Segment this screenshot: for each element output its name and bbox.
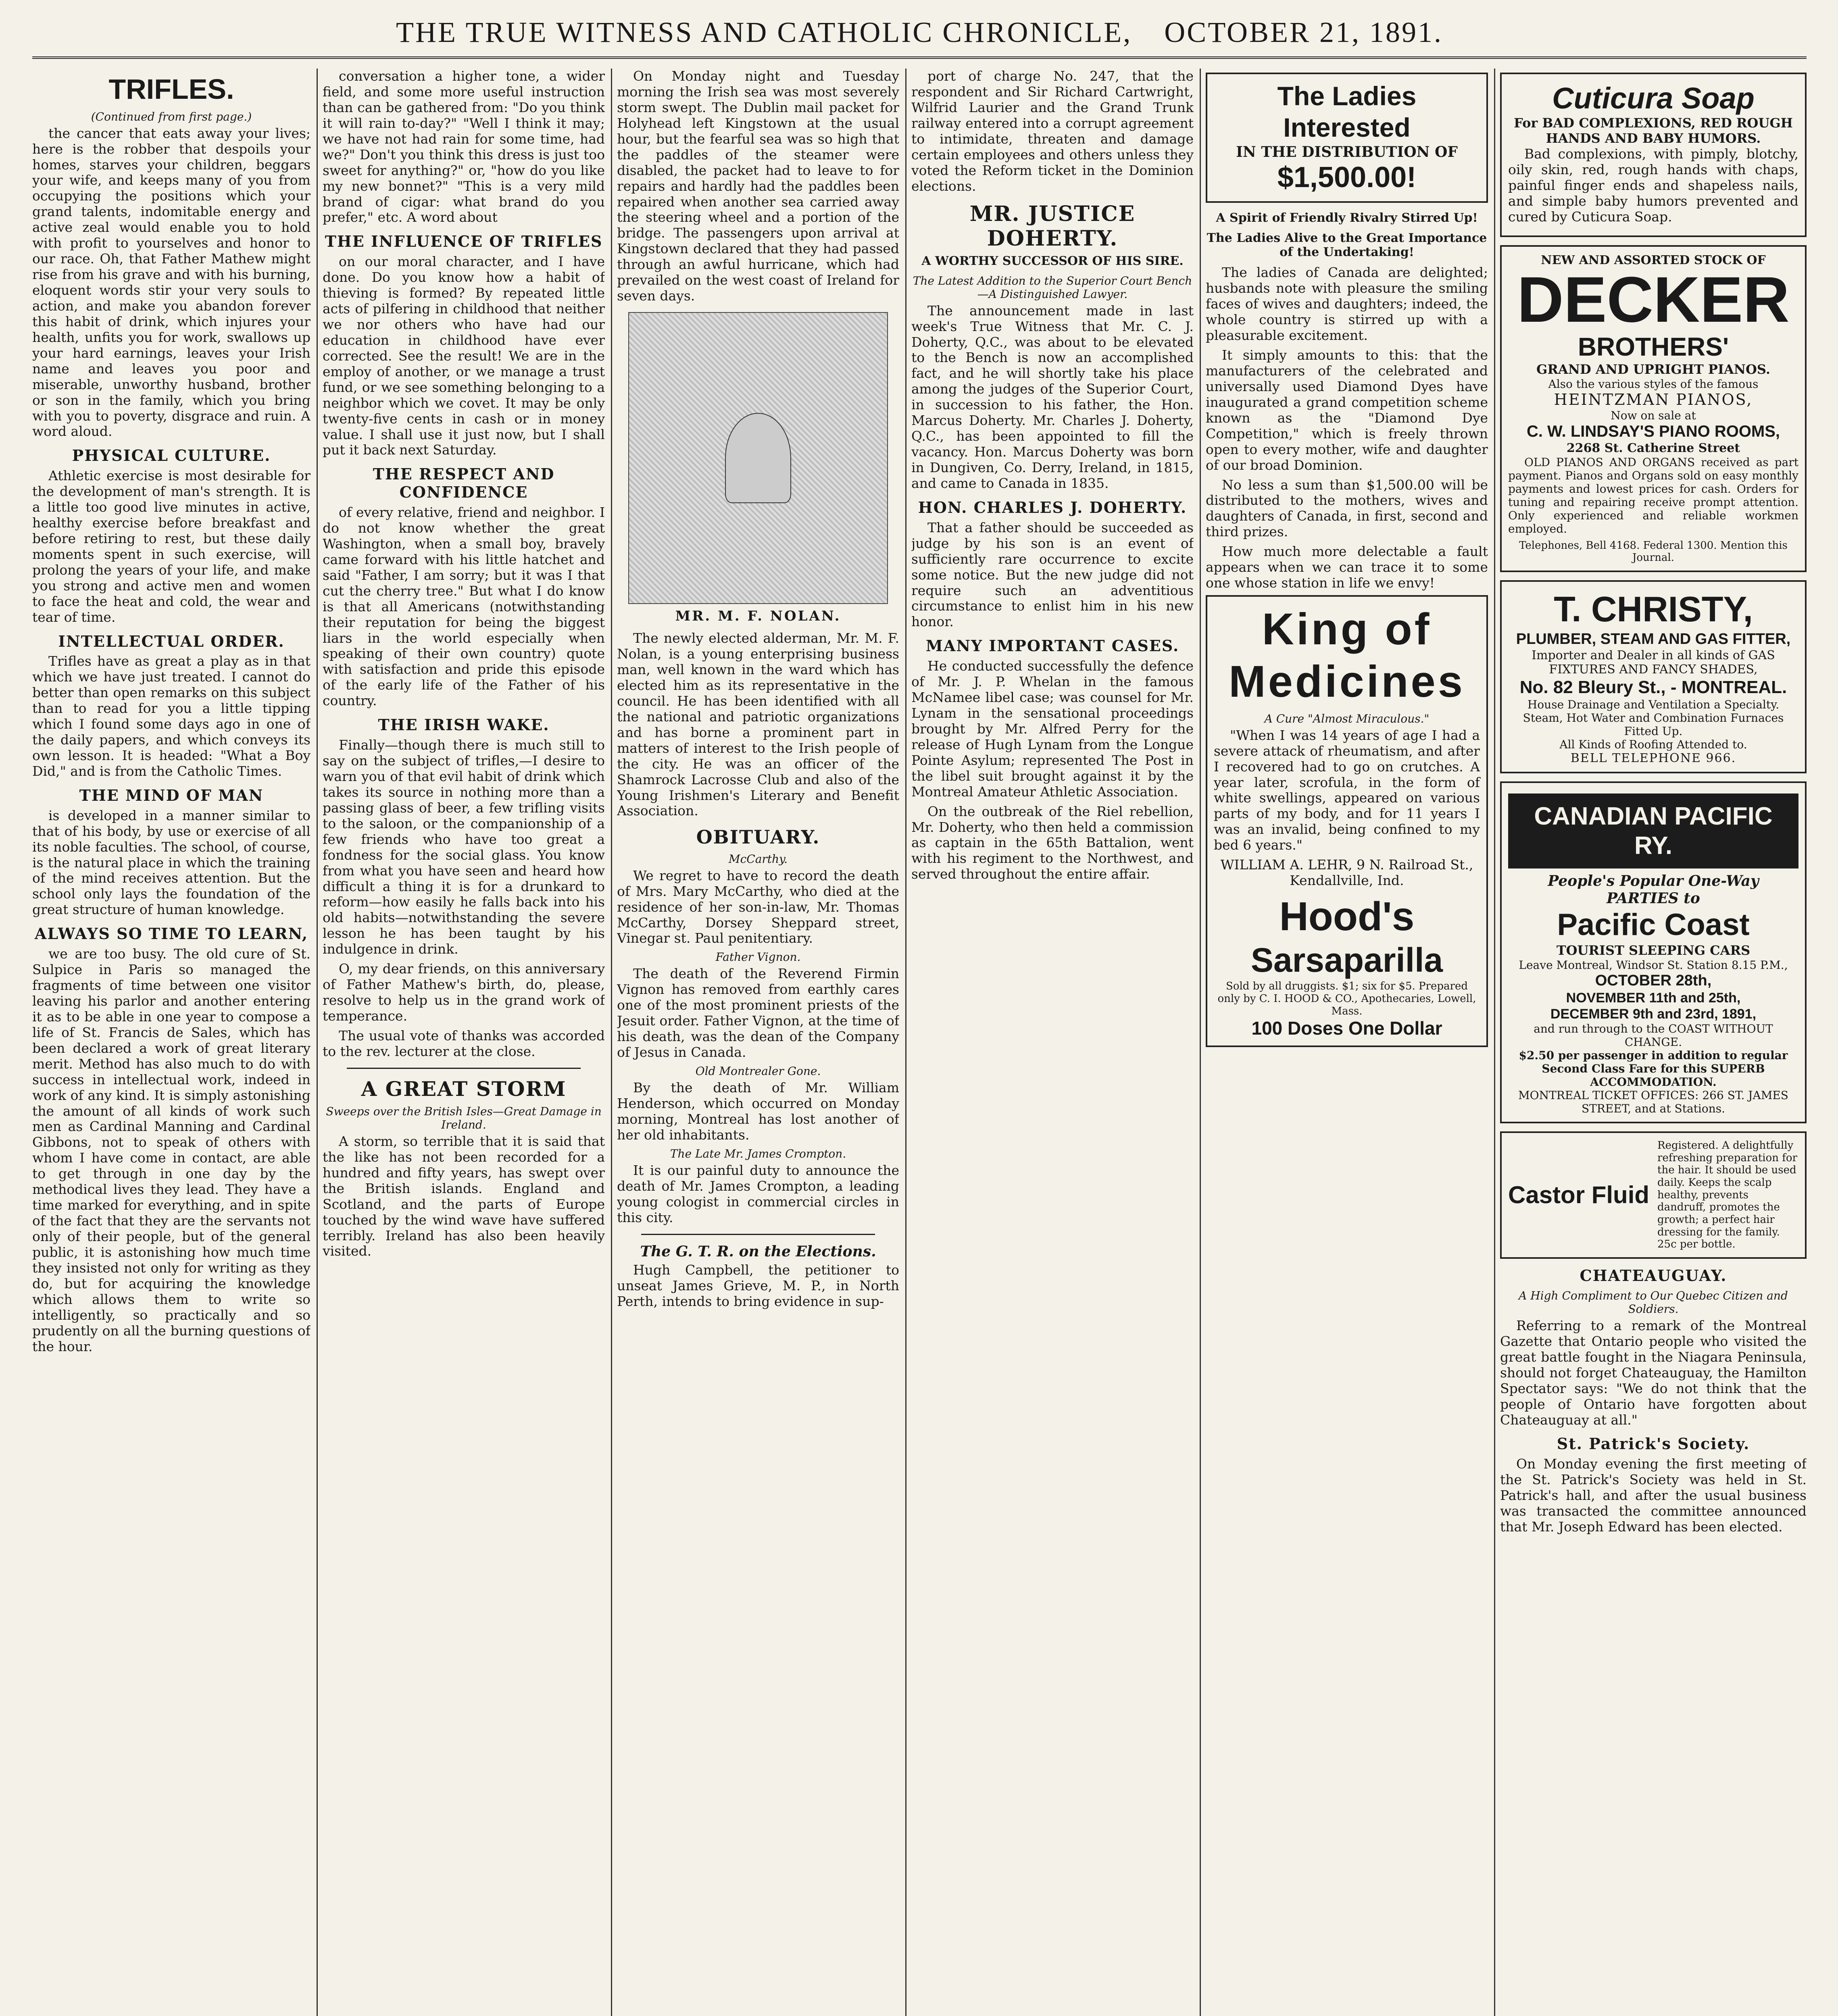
king-paragraph: "When I was 14 years of age I had a severe attack of rheumatism, and after I recovered had to go on crutches. A year later, scrofula, in the form of white swellings, appeared on various parts of my body, and for 11 years I was an invalid, being confined to my bed 6 years." [1214, 727, 1480, 853]
col2-paragraph-6: The usual vote of thanks was accorded to the rev. lecturer at the close. [323, 1027, 605, 1059]
hoods-title-1: Hood's [1279, 894, 1415, 939]
hoods-slogan: 100 Doses One Dollar [1251, 1018, 1442, 1039]
christy-phone: BELL TELEPHONE 966. [1570, 751, 1736, 765]
column-2 [323, 69, 605, 2016]
column-5 [1206, 69, 1488, 2016]
respect-heading: THE RESPECT AND CONFIDENCE [373, 465, 555, 502]
doherty-dek: A WORTHY SUCCESSOR OF HIS SIRE. [921, 254, 1184, 269]
chateauguay-title: CHATEAUGUAY. [1580, 1266, 1727, 1285]
storm-paragraph: A storm, so terrible that it is said that the like has not been recorded for a hundred and fifty years, has swept over the British islands. England and Scotland, and the parts of Europe touched by the wind wave have suffered terribly. Ireland has also been heavily visited. [323, 1133, 605, 1259]
hoods-small: Sold by all druggists. $1; six for $5. Prepared only by C. I. HOOD & CO., Apothecaries, Lowell, Mass. [1217, 980, 1476, 1017]
col3-paragraph-2: The newly elected alderman, Mr. M. F. Nolan, is a young enterprising business man, well known in the ward which has elected him as its representative in the council. He has been identified with all the national and patriotic organizations and has borne a prominent part in matters of interest to the Irish people of the city. He was an officer of the Shamrock Lacrosse Club and also of the Young Irishmen's Literary and Benefit Association. [617, 630, 899, 819]
portrait-engraving [628, 312, 888, 604]
influence-heading: THE INFLUENCE OF TRIFLES [325, 232, 603, 251]
column-rule [611, 69, 612, 2016]
st-patricks-paragraph: On Monday evening the first meeting of the St. Patrick's Society was held in St. Patrick's hall, and after the usual business was transacted the committee announced that Mr. Joseph Edward has been elected. [1500, 1456, 1807, 1535]
decker-ad [1500, 245, 1807, 573]
col2-paragraph-3: of every relative, friend and neighbor. I do not know whether the great Washington, when a small boy, bravely came forward with his little hatchet and said "Father, I am sorry; but it was I that cut the cherry tree." But what I do know is that all Americans (notwithstanding their reputation for being the biggest liars in the world especially when speaking of their own country) quote with satisfaction and pride this episode of the early life of the Father of his country. [323, 504, 605, 709]
col3-paragraph-1: On Monday night and Tuesday morning the Irish sea was most severely storm swept. The Dublin mail packet for Holyhead left Kingstown at the usual hour, but the fearful sea was so high that the paddles of the steamer were disabled, the packet had to leave to for repairs and hardly had the paddles been repaired when another sea carried away the steering wheel and a portion of the bridge. The passengers upon arrival at Kingstown declared that they had passed through an awful hurricane, which had prevailed on the west coast of Ireland for seven days. [617, 69, 899, 304]
time-to-learn-heading: ALWAYS SO TIME TO LEARN, [34, 925, 308, 943]
column-rule [1200, 69, 1201, 2016]
ladies-header-box [1206, 73, 1488, 203]
ladies-title: The Ladies Interested [1277, 81, 1417, 142]
doherty-subhead: The Latest Addition to the Superior Court Bench—A Distinguished Lawyer. [913, 274, 1192, 301]
trifles-paragraph-3: Trifles have as great a play as in that which we have just treated. I cannot do better than open remarks on this subject than to read for you a little tipping which I found some days ago in one of the daily papers, and which conveys its own lesson. It is headed: "What a Boy Did," and is from the Catholic Times. [32, 653, 311, 779]
decker-address: 2268 St. Catherine Street [1566, 441, 1740, 456]
column-4 [911, 69, 1194, 2016]
cpr-ad [1500, 781, 1807, 1123]
decker-title: DECKER [1517, 263, 1790, 335]
obituary-paragraph-2: The death of the Reverend Firmin Vignon has removed from earthly cares one of the most prominent priests of the Jesuit order. Father Vignon, at the time of his death, was the dean of the Company of Jesus in Canada. [617, 966, 899, 1060]
col5-paragraph-3: No less a sum than $1,500.00 will be distributed to the mothers, wives and daughters of Canada, in first, second and third prizes. [1206, 477, 1488, 540]
column-3 [617, 69, 899, 2016]
chateauguay-dek: A High Compliment to Our Quebec Citizen and Soldiers. [1519, 1289, 1788, 1316]
portrait-icon [725, 413, 791, 503]
col2-paragraph-1: conversation a higher tone, a wider field, and some more useful instruction than can be gathered from: "Do you think it will rain to-day?" "Well I think it may; we have not had rain for some time, had we?" Don't you think this dress is just too sweet for anything?" or, "how do you like my new bonnet?" "This is a very mild brand of cigar: what brand do you prefer," etc. A word about [323, 69, 605, 225]
cpr-leave: Leave Montreal, Windsor St. Station 8.15 P.M., [1519, 958, 1788, 972]
col5-paragraph-4: How much more delectable a fault appears when we can trace it to some one whose station in life we envy! [1206, 544, 1488, 591]
obituary-paragraph-1: We regret to have to record the death of Mrs. Mary McCarthy, who died at the residence of her son-in-law, Mr. Thomas McCarthy, Dorsey Sheppard street, Vinegar st. Paul penitentiary. [617, 867, 899, 946]
continued-note: (Continued from first page.) [91, 110, 252, 123]
cpr-date-3: DECEMBER 9th and 23rd, 1891, [1550, 1006, 1757, 1022]
christy-paragraph: Importer and Dealer in all kinds of GAS FIXTURES AND FANCY SHADES, [1532, 648, 1775, 677]
col4-paragraph-2: The announcement made in last week's True Witness that Mr. C. J. Doherty, Q.C., was about to be elevated to the Bench is now an accomplished fact, and he will shortly take his place among the judges of the Superior Court, in succession to his father, the Hon. Marcus Doherty. Mr. Charles J. Doherty, Q.C., has been appointed to fill the vacancy. Hon. Marcus Doherty was born in Dungiven, Co. Derry, Ireland, in 1815, and came to Canada in 1835. [911, 302, 1194, 491]
intellectual-order-heading: INTELLECTUAL ORDER. [58, 632, 285, 650]
ladies-sub: IN THE DISTRIBUTION OF [1236, 143, 1458, 160]
column-1 [32, 69, 311, 2016]
col4-paragraph-4: He conducted successfully the defence of Mr. J. P. Whelan in the famous McNamee libel case; was counsel for Mr. Lynam in the sensational proceedings brought by Mr. Alfred Perry for the release of Hugh Lynam from the Longue Pointe Asylum; represented The Post in the libel suit brought against it by the Montreal Amateur Athletic Association. [911, 658, 1194, 800]
decker-also: Also the various styles of the famous [1548, 377, 1759, 391]
ladies-dek-2: The Ladies Alive to the Great Importance of the Undertaking! [1207, 231, 1487, 259]
cuticura-paragraph: Bad complexions, with pimply, blotchy, oily skin, red, rough hands with chaps, painful finger ends and shapeless nails, and simple baby humors prevented and cured by Cuticura Soap. [1508, 146, 1798, 225]
christy-sub: PLUMBER, STEAM AND GAS FITTER, [1516, 630, 1791, 648]
storm-dek: Sweeps over the British Isles—Great Damage in Ireland. [326, 1104, 602, 1131]
castor-ad [1500, 1131, 1807, 1259]
decker-heintzman: HEINTZMAN PIANOS, [1554, 391, 1753, 409]
decker-now: Now on sale at [1611, 409, 1696, 423]
decker-store: C. W. LINDSAY'S PIANO ROOMS, [1526, 423, 1780, 441]
decker-sub: BROTHERS' [1578, 332, 1729, 361]
trifles-paragraph-1: the cancer that eats away your lives; here is the robber that despoils your homes, starves your children, beggars your wife, and keeps many of you from occupying the positions which your grand talents, indomitable energy and active zeal would enable you to hold with profit to yourselves and honor to our race. Oh, that Father Mathew might rise from his grave and with his burning, eloquent words stir your very souls to action, and make you abandon forever this habit of drink, which injures your health, unfits you for work, swallows up your hard earnings, leaves your Irish name and leaves you poor and miserable, unworthy husband, brother or son in the family, which you bring with you to poverty, disgrace and ruin. A word aloud. [32, 125, 311, 439]
castor-title: Castor Fluid [1508, 1181, 1650, 1208]
divider [347, 1068, 581, 1069]
col4-paragraph-5: On the outbreak of the Riel rebellion, Mr. Doherty, who then held a commission as captain in the 65th Battalion, went with his regiment to the Northwest, and served throughout the entire affair. [911, 803, 1194, 882]
trifles-paragraph-2: Athletic exercise is most desirable for the development of man's strength. It is a little too good live minutes in active, healthy exercise before breakfast and before retiring to rest, but these daily moments spent in such exercise, will prolong the years of your life, and make you strong and active men and women to face the heat and cold, the wear and tear of time. [32, 468, 311, 625]
cpr-sub: People's Popular One-Way [1548, 873, 1759, 890]
masthead-title: THE TRUE WITNESS AND CATHOLIC CHRONICLE, [396, 16, 1132, 48]
col2-paragraph-2: on our moral character, and I have done. Do you know how a habit of thieving is formed? By repeated little acts of pilfering in childhood that neither we nor others who have had our education in childhood have ever corrected. See the result! We are in the employ of another, or we manage a trust fund, or we see something belonging to a neighbor which we covet. It may be only twenty-five cents in cash or in money value. I shall use it just now, but I shall put it back next Saturday. [323, 254, 605, 458]
hon-doherty-heading: HON. CHARLES J. DOHERTY. [918, 498, 1187, 516]
decker-paragraph: OLD PIANOS AND ORGANS received as part payment. Pianos and Organs sold on easy monthly payments and lowest prices for cash. Orders for tuning and repairing receive prompt attention. Only experienced and reliable workmen employed. [1508, 455, 1798, 535]
obituary-heading-4: The Late Mr. James Crompton. [670, 1147, 846, 1160]
storm-title: A GREAT STORM [361, 1077, 567, 1101]
physical-culture-heading: PHYSICAL CULTURE. [72, 446, 271, 465]
trifles-title: TRIFLES. [108, 73, 234, 105]
col5-paragraph-2: It simply amounts to this: that the manufacturers of the celebrated and universally used Diamond Dyes have inaugurated a grand competition scheme known as the "Diamond Dye Competition," which is freely thrown open to every mother, wife and daughter of our broad Dominion. [1206, 347, 1488, 473]
obituary-heading-1: McCarthy. [728, 852, 788, 866]
column-6 [1500, 69, 1807, 2016]
column-rule [1494, 69, 1495, 2016]
trifles-paragraph-4: is developed in a manner similar to that of his body, by use or exercise of all its noble faculties. The school, of course, is the natural place in which the training of the mind receives attention. But the school only lays the foundation of the great structure of human knowledge. [32, 807, 311, 918]
decker-sub2: GRAND AND UPRIGHT PIANOS. [1536, 362, 1770, 377]
masthead-date: OCTOBER 21, 1891. [1164, 16, 1443, 48]
christy-paragraph-2: House Drainage and Ventilation a Specialty. Steam, Hot Water and Combination Furnaces Fitted Up. [1523, 698, 1784, 738]
decker-phone: Telephones, Bell 4168. Federal 1300. Mention this Journal. [1519, 539, 1788, 564]
col2-paragraph-5: O, my dear friends, on this anniversary of Father Mathew's birth, do, please, resolve to help us in the grand work of temperance. [323, 961, 605, 1024]
chateauguay-paragraph: Referring to a remark of the Montreal Gazette that Ontario people who visited the great battle fought in the Niagara Peninsula, should not forget Chateauguay, the Hamilton Spectator says: "We do not think that the people of Ontario have forgotten about Chateauguay at all." [1500, 1317, 1807, 1428]
christy-ad [1500, 580, 1807, 773]
column-rule [905, 69, 906, 2016]
cuticura-title: Cuticura Soap [1552, 81, 1755, 115]
portrait-caption: MR. M. F. NOLAN. [675, 608, 841, 625]
col2-paragraph-4: Finally—though there is much still to say on the subject of trifles,—I desire to warn you of that evil habit of drink which takes its source in nothing more than a passing glass of beer, a few trifling visits to the saloon, or the companionship of a few friends who have too great a fondness for the social glass. You know from what you have seen and heard how difficult a thing it is for a drunkard to reform—how easily he falls back into his old habits—notwithstanding the severe lesson he has been taught by his indulgence in drink. [323, 737, 605, 957]
cpr-coast: Pacific Coast [1557, 908, 1750, 942]
decker-pre: NEW AND ASSORTED STOCK OF [1541, 253, 1766, 267]
obituary-heading-2: Father Vignon. [715, 950, 801, 964]
king-dek: A Cure "Almost Miraculous." [1264, 712, 1430, 725]
cpr-office: MONTREAL TICKET OFFICES: 266 ST. JAMES STREET, and at Stations. [1518, 1088, 1788, 1115]
col4-paragraph-1: port of charge No. 247, that the respondent and Sir Richard Cartwright, Wilfrid Laurier and the Grand Trunk railway entered into a corrupt agreement to intimidate, threaten and damage certain employees and others unless they voted the Reform ticket in the Dominion elections. [911, 69, 1194, 194]
obituary-title: OBITUARY. [696, 826, 820, 848]
cpr-title: CANADIAN PACIFIC RY. [1508, 793, 1798, 868]
gtr-paragraph: Hugh Campbell, the petitioner to unseat James Grieve, M. P., in North Perth, intends to bring evidence in sup- [617, 1262, 899, 1309]
cpr-run: and run through to the COAST WITHOUT CHANGE. [1534, 1022, 1773, 1049]
cpr-date-2: NOVEMBER 11th and 25th, [1566, 990, 1741, 1006]
cpr-parties: PARTIES to [1607, 889, 1700, 907]
trifles-paragraph-5: we are too busy. The old cure of St. Sulpice in Paris so managed the fragments of time between one visitor leaving his parlor and another entering it as to be able in one year to compose a life of St. Francis de Sales, which has been declared a work of great literary merit. Method has also much to do with success in intellectual work, indeed in work of any kind. It is simply astonishing the amount of all kinds of work such men as Cardinal Manning and Cardinal Gibbons, not to speak of others with whom I have come in contact, are able to get through in one day by the methodical lives they lead. They have a time marked for everything, and in spite of the fact that they are the servants not only of their people, but of the general public, it is astonishing how much time they insisted not only for writing as they do, but for acquiring the knowledge which allows them to write so intelligently, so practically and so prudently on all the burning questions of the hour. [32, 946, 311, 1354]
hoods-title-2: Sarsaparilla [1250, 941, 1443, 979]
christy-title: T. CHRISTY, [1554, 589, 1753, 629]
obituary-paragraph-3: By the death of Mr. William Henderson, which occurred on Monday morning, Montreal has lost another of her old inhabitants. [617, 1080, 899, 1143]
doherty-title: MR. JUSTICE DOHERTY. [969, 201, 1136, 251]
gtr-title: The G. T. R. on the Elections. [640, 1243, 876, 1260]
important-cases-heading: MANY IMPORTANT CASES. [925, 637, 1179, 655]
cpr-cars: TOURIST SLEEPING CARS [1556, 942, 1750, 958]
irish-wake-heading: THE IRISH WAKE. [378, 716, 550, 734]
king-of-medicines-ad [1206, 595, 1488, 1047]
king-title-2: Medicines [1229, 656, 1465, 706]
cpr-price: $2.50 per passenger in addition to regular Second Class Fare for this SUPERB ACCOMMODATION. [1519, 1048, 1788, 1089]
castor-paragraph: Registered. A delightfully refreshing preparation for the hair. It should be used daily. Keeps the scalp healthy, prevents dandruff, promotes the growth; a perfect hair dressing for the family. 25c per bottle. [1657, 1139, 1797, 1251]
king-title-1: King of [1262, 604, 1432, 654]
st-patricks-title: St. Patrick's Society. [1557, 1435, 1750, 1453]
christy-address: No. 82 Bleury St., - MONTREAL. [1519, 677, 1787, 697]
col5-paragraph-1: The ladies of Canada are delighted; husbands note with pleasure the smiling faces of wives and daughters; indeed, the whole country is stirred up with a pleasurable excitement. [1206, 264, 1488, 344]
cpr-date-1: OCTOBER 28th, [1595, 972, 1712, 989]
divider [641, 1234, 875, 1235]
obituary-paragraph-4: It is our painful duty to announce the death of Mr. James Crompton, a leading young cologist in commercial circles in this city. [617, 1162, 899, 1225]
ladies-dek-1: A Spirit of Friendly Rivalry Stirred Up! [1216, 211, 1478, 225]
obituary-heading-3: Old Montrealer Gone. [695, 1064, 821, 1078]
masthead [32, 8, 1807, 59]
mind-of-man-heading: THE MIND OF MAN [79, 786, 264, 804]
cuticura-ad [1500, 73, 1807, 237]
column-rule [317, 69, 318, 2016]
king-signature: WILLIAM A. LEHR, 9 N. Railroad St., Kendallville, Ind. [1220, 857, 1473, 889]
christy-paragraph-3: All Kinds of Roofing Attended to. [1559, 737, 1747, 751]
col4-paragraph-3: That a father should be succeeded as judge by his son is an event of sufficiently rare occurrence to excite some notice. But the new judge did not require such an adventitious circumstance to enlist him in his new honor. [911, 519, 1194, 630]
ladies-amount: $1,500.00! [1277, 161, 1417, 194]
cuticura-sub: For BAD COMPLEXIONS, RED ROUGH HANDS AND BABY HUMORS. [1514, 115, 1793, 146]
